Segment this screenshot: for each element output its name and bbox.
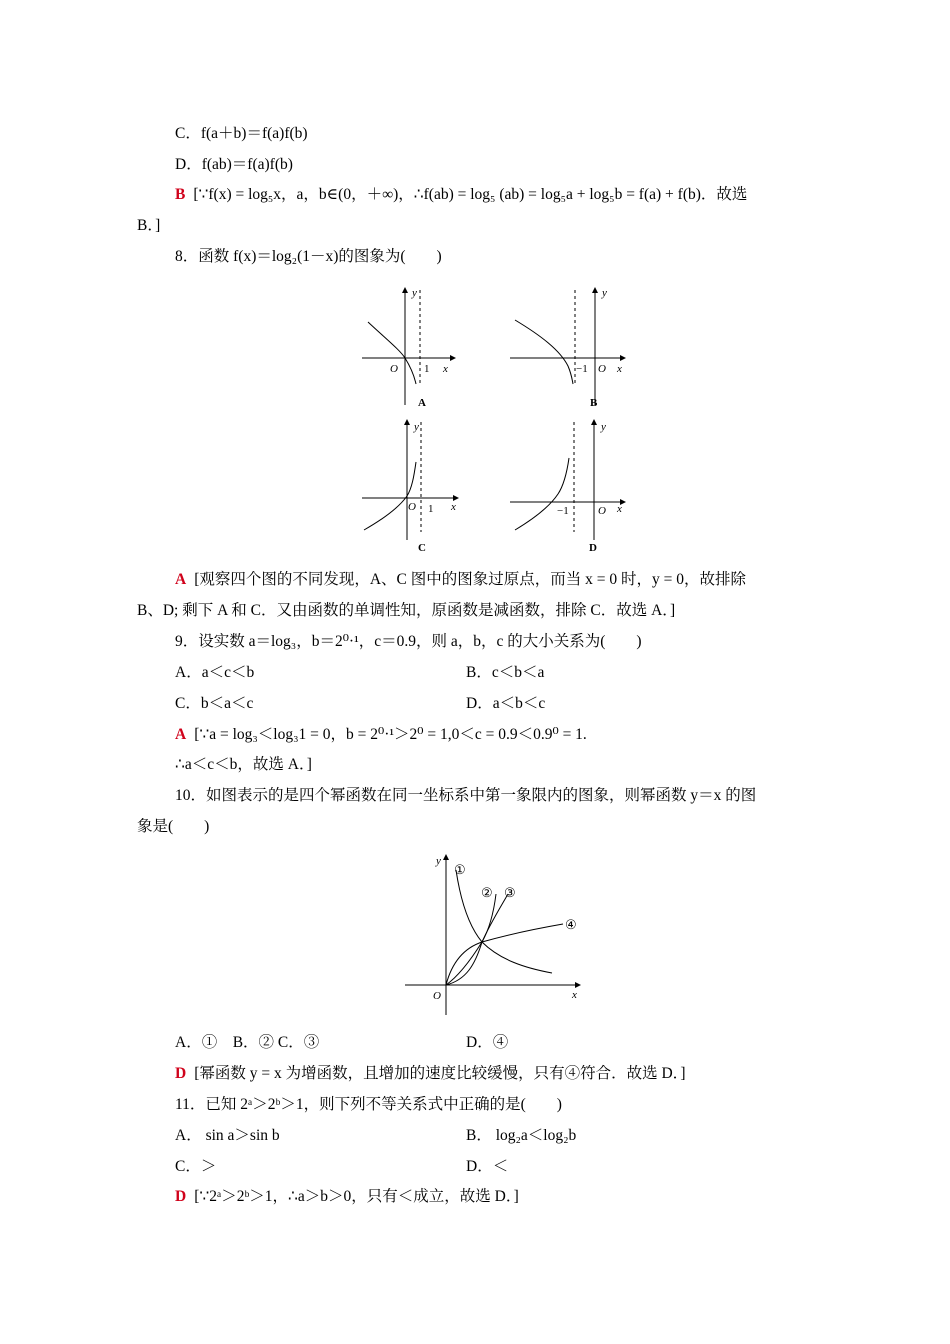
q10-stem-line1: 10．如图表示的是四个幂函数在同一坐标系中第一象限内的图象，则幂函数 y＝x 的图 xyxy=(175,787,757,804)
q8-answer: A xyxy=(175,571,187,588)
q10-answer: D xyxy=(175,1065,187,1082)
curve-4-label: ④ xyxy=(565,917,577,932)
q7-explanation-line2: B．] xyxy=(137,217,161,234)
graph-c-x-label: x xyxy=(451,501,456,513)
q7-explanation-line1: [∵f(x) = log₅x，a，b∈(0，＋∞)，∴f(ab) = log₅ (ab) = log₅a + log₅b = f(a) + f(b)．故选 xyxy=(193,186,748,203)
q10-options-abc: A．① B．② C．③ xyxy=(175,1034,320,1051)
q8-explanation-line2: B、D; 剩下 A 和 C．又由函数的单调性知，原函数是减函数，排除 C．故选 A．] xyxy=(137,602,676,619)
graph-c-tick: 1 xyxy=(428,503,434,515)
graph-a-label: A xyxy=(418,397,426,409)
curve-3-label: ③ xyxy=(504,885,516,900)
q11-stem: 11．已知 2ᵃ＞2ᵇ＞1，则下列不等关系式中正确的是( ) xyxy=(175,1096,562,1113)
q10-x-label: x xyxy=(572,989,577,1001)
graph-b-curve xyxy=(515,320,573,384)
curve-3 xyxy=(446,894,508,985)
graph-d-curve xyxy=(515,458,569,530)
q9-option-c: C．b＜a＜c xyxy=(175,695,254,712)
graph-a-origin: O xyxy=(390,363,398,375)
q10-explanation xyxy=(175,1064,686,1084)
graph-d xyxy=(510,420,625,554)
graph-d-origin: O xyxy=(598,505,606,517)
q9-option-b: B．c＜b＜a xyxy=(466,664,545,681)
curve-2 xyxy=(446,894,496,985)
graph-a-x-label: x xyxy=(443,363,448,375)
q7-option-d: D．f(ab)＝f(a)f(b) xyxy=(175,156,293,173)
graph-b-x-label: x xyxy=(617,363,622,375)
q9-option-a: A．a＜c＜b xyxy=(175,664,255,681)
q10-power-functions-figure xyxy=(400,850,590,1020)
curve-1-label: ① xyxy=(454,862,466,877)
graph-c-y-label: y xyxy=(414,421,419,433)
graph-c-curve xyxy=(364,462,416,530)
q11-answer: D xyxy=(175,1188,187,1205)
curve-2-label: ② xyxy=(481,885,493,900)
q11-option-d: D．＜ xyxy=(466,1158,509,1175)
q10-y-label: y xyxy=(436,855,441,867)
graph-a-y-label: y xyxy=(412,287,417,299)
graph-b-origin: O xyxy=(598,363,606,375)
q9-answer: A xyxy=(175,726,187,743)
graph-b-y-label: y xyxy=(602,287,607,299)
graph-d-x-label: x xyxy=(617,503,622,515)
q7-option-c: C．f(a＋b)＝f(a)f(b) xyxy=(175,125,308,142)
q7-explanation xyxy=(175,185,747,205)
graph-d-tick: −1 xyxy=(557,505,569,517)
q9-stem: 9．设实数 a＝log₃，b＝2⁰·¹，c＝0.9，则 a，b，c 的大小关系为( ) xyxy=(175,633,642,650)
q11-option-c: C．＞ xyxy=(175,1158,217,1175)
q11-explanation-text: [∵2ᵃ＞2ᵇ＞1，∴a＞b＞0，只有＜成立，故选 D．] xyxy=(194,1188,519,1205)
graph-b xyxy=(510,287,625,409)
q7-answer: B xyxy=(175,186,186,203)
graph-a-tick: 1 xyxy=(424,363,430,375)
graph-b-tick: −1 xyxy=(576,363,588,375)
q8-stem: 8．函数 f(x)＝log₂(1－x)的图象为( ) xyxy=(175,248,442,265)
q11-explanation xyxy=(175,1187,519,1207)
graph-c-origin: O xyxy=(408,501,416,513)
q10-stem-line2: 象是( ) xyxy=(137,818,210,835)
graph-b-label: B xyxy=(590,397,598,409)
q10-option-d: D．④ xyxy=(466,1034,509,1051)
q8-explanation-line1: [观察四个图的不同发现，A、C 图中的图象过原点，而当 x = 0 时，y = 0，故排除 xyxy=(194,571,747,588)
q9-explanation-line2: ∴a＜c＜b，故选 A．] xyxy=(175,756,312,773)
graph-c-label: C xyxy=(418,542,426,554)
q9-option-d: D．a＜b＜c xyxy=(466,695,546,712)
q9-explanation xyxy=(175,725,587,745)
graph-c xyxy=(362,420,458,554)
graph-d-label: D xyxy=(589,542,597,554)
q9-explanation-line1: [∵a = log₃＜log₃1 = 0，b = 2⁰·¹＞2⁰ = 1,0＜c = 0.9＜0.9⁰ = 1. xyxy=(194,726,587,743)
q11-option-b: B． log₂a＜log₂b xyxy=(466,1127,577,1144)
graph-d-y-label: y xyxy=(601,421,606,433)
q11-option-a: A． sin a＞sin b xyxy=(175,1127,280,1144)
q8-explanation xyxy=(175,570,746,590)
q10-explanation-text: [幂函数 y = x 为增函数，且增加的速度比较缓慢，只有④符合．故选 D．] xyxy=(194,1065,686,1082)
q10-origin: O xyxy=(433,990,441,1002)
graph-a xyxy=(362,287,455,409)
q8-graphs-figure xyxy=(350,280,640,555)
